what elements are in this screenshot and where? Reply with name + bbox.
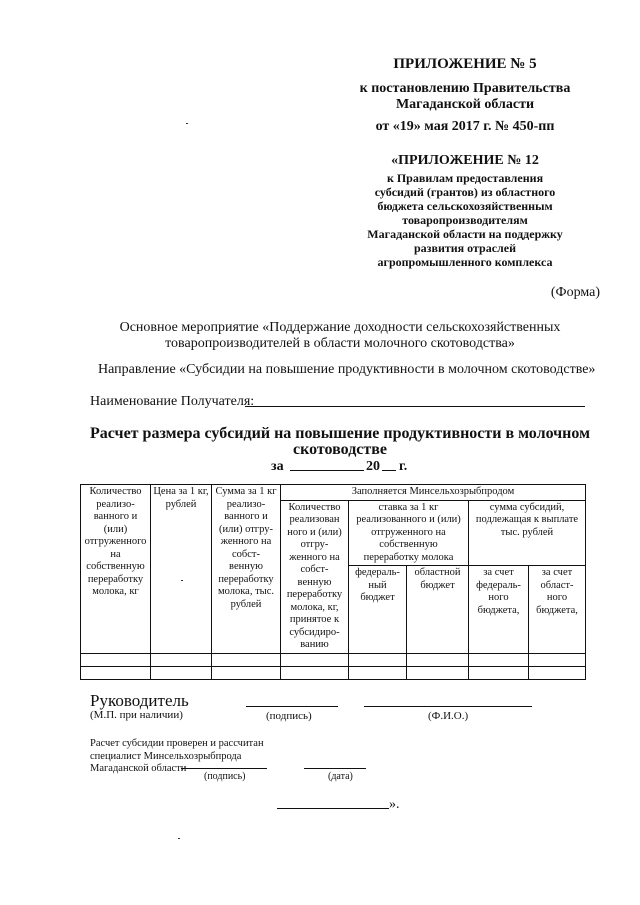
check-date-note: (дата) (328, 771, 353, 782)
scan-speck (178, 838, 180, 839)
appendix12-line: субсидий (грантов) из областного (374, 185, 556, 199)
appendix12-line: Магаданской области на поддержку (367, 227, 563, 241)
calculation-heading-line-2: скотоводстве (292, 441, 387, 458)
appendix-line-1: к постановлению Правительства (359, 81, 571, 96)
form-label: (Форма) (550, 285, 600, 300)
col-price-header: Цена за 1 кг, рублей (151, 485, 212, 654)
direction: Направление «Субсидии на повышение продуктивности в молочном скотоводстве» (98, 362, 596, 377)
scan-speck (186, 123, 188, 124)
appendix12-line: бюджета сельскохозяйственным (377, 199, 553, 213)
recipient-field-line[interactable] (245, 406, 585, 407)
main-activity-line-1: Основное мероприятие «Поддержание доходности сельскохозяйственных (119, 320, 561, 335)
col-quantity-header: Количество реализо- ванного и (или) отгруженного на собственную переработку молока, кг (81, 485, 151, 654)
appendix12-line: развития отраслей (413, 241, 517, 255)
head-fio-line[interactable] (364, 706, 532, 707)
appendix-title: ПРИЛОЖЕНИЕ № 5 (393, 56, 537, 72)
table-cell[interactable] (407, 654, 469, 667)
scan-speck (181, 580, 183, 581)
subsidy-sum-header: сумма субсидий, подлежащая к выплате тыс. рублей (469, 500, 586, 566)
rate-federal-header: федераль- ный бюджет (349, 566, 407, 654)
appendix12-line: агропромышленного комплекса (377, 255, 553, 269)
table-cell[interactable] (349, 667, 407, 680)
table-cell[interactable] (529, 654, 586, 667)
appendix12-line: товаропроизводителям (402, 213, 528, 227)
period-suffix: г. (399, 459, 408, 474)
table-cell[interactable] (212, 654, 281, 667)
table-row (81, 667, 586, 680)
check-line-2: специалист Минсельхозрыбпрода (90, 750, 242, 762)
period-year: 20 (366, 459, 380, 474)
table-cell[interactable] (349, 654, 407, 667)
sum-federal-header: за счет федераль- ного бюджета, (469, 566, 529, 654)
appendix12-line: к Правилам предоставления (386, 171, 544, 185)
rate-regional-header: областной бюджет (407, 566, 469, 654)
table-cell[interactable] (281, 667, 349, 680)
check-line-3: Магаданской области (90, 763, 187, 774)
table-cell[interactable] (529, 667, 586, 680)
closing-mark: ». (389, 797, 400, 812)
check-signature-line[interactable] (181, 768, 267, 769)
appendix12-title: «ПРИЛОЖЕНИЕ № 12 (391, 153, 539, 168)
ministry-header: Заполняется Минсельхозрыбпродом (281, 485, 586, 501)
appendix-line-2: Магаданской области (395, 97, 535, 112)
rate-header: ставка за 1 кг реализованного и (или) отгруженного на собственную переработку молока (349, 500, 469, 566)
col-sum-header: Сумма за 1 кг реализо- ванного и (или) отгру- женного на собст- венную переработку молока, тыс. рублей (212, 485, 281, 654)
table-cell[interactable] (81, 667, 151, 680)
head-fio-note: (Ф.И.О.) (428, 710, 469, 722)
check-signature-note: (подпись) (204, 771, 246, 782)
head-label: Руководитель (90, 691, 189, 710)
calculation-heading-line-1: Расчет размера субсидий на повышение продуктивности в молочном (90, 425, 590, 442)
check-block (90, 738, 264, 776)
table-cell[interactable] (469, 667, 529, 680)
table-cell[interactable] (212, 667, 281, 680)
table-cell[interactable] (407, 667, 469, 680)
appendix-line-3: от «19» мая 2017 г. № 450-пп (375, 119, 555, 134)
main-activity-line-2: товаропроизводителей в области молочного скотоводства» (165, 336, 515, 351)
table-row (81, 654, 586, 667)
calculation-table (80, 484, 586, 680)
period-prefix: за (271, 459, 284, 474)
head-signature-note: (подпись) (266, 710, 312, 722)
col-accepted-quantity-header: Количество реализован ного и (или) отгру- женного на собст- венную переработку молока, кг, принятое к субсидиро- ванию (281, 500, 349, 654)
table-cell[interactable] (469, 654, 529, 667)
table-cell[interactable] (281, 654, 349, 667)
mp-note: (М.П. при наличии) (90, 709, 183, 721)
sum-regional-header: за счет област- ного бюджета, (529, 566, 586, 654)
recipient-label: Наименование Получателя: (90, 394, 255, 409)
period-field-line[interactable] (290, 470, 364, 471)
table-cell[interactable] (81, 654, 151, 667)
check-line-1: Расчет субсидии проверен и рассчитан (90, 738, 264, 749)
check-date-line[interactable] (304, 768, 366, 769)
closing-line[interactable] (277, 808, 389, 809)
head-signature-line[interactable] (246, 706, 338, 707)
period-year-field-line[interactable] (382, 470, 396, 471)
appendix12-lines (330, 171, 600, 269)
table-cell[interactable] (151, 654, 212, 667)
table-cell[interactable] (151, 667, 212, 680)
